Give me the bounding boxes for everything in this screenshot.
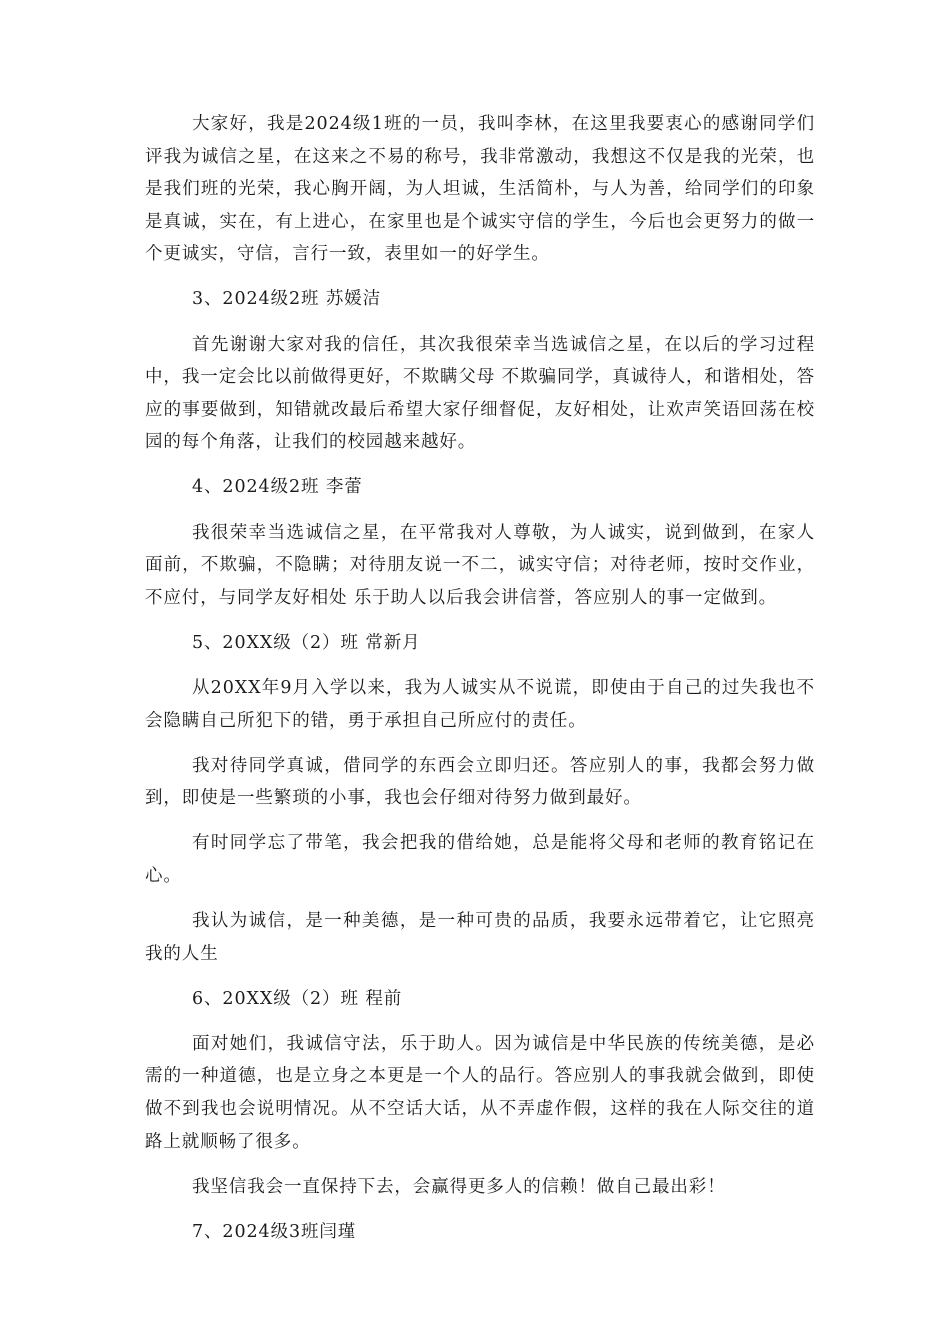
paragraph: 我坚信我会一直保持下去，会赢得更多人的信赖！做自己最出彩！ [192, 1176, 726, 1197]
paragraph: 我很荣幸当选诚信之星，在平常我对人尊敬，为人诚实，说到做到，在家人面前，不欺骗，不隐瞒；对待朋友说一不二，诚实守信；对待老师，按时交作业，不应付，与同学友好相处 乐于助人以后我会讲信誉，答应别人的事一定做到。 [145, 522, 815, 608]
section-heading: 3、2024级2班 苏媛洁 [192, 289, 382, 310]
section-heading: 4、2024级2班 李蕾 [192, 477, 363, 498]
paragraph: 大家好，我是2024级1班的一员，我叫李林，在这里我要衷心的感谢同学们评我为诚信之星，在这来之不易的称号，我非常激动，我想这不仅是我的光荣，也是我们班的光荣，我心胸开阔，为人坦诚，生活简朴，与人为善，给同学们的印象是真诚，实在，有上进心，在家里也是个诚实守信的学生，今后也会更努力的做一个更诚实，守信，言行一致，表里如一的好学生。 [145, 114, 815, 265]
paragraph: 我认为诚信，是一种美德，是一种可贵的品质，我要永远带着它，让它照亮我的人生 [145, 910, 815, 964]
paragraph: 首先谢谢大家对我的信任，其次我很荣幸当选诚信之星，在以后的学习过程中，我一定会比以前做得更好，不欺瞒父母 不欺骗同学，真诚待人，和谐相处，答应的事要做到，知错就改最后希望大家仔细督促，友好相处，让欢声笑语回荡在校园的每个角落，让我们的校园越来越好。 [145, 334, 815, 453]
document-body [145, 108, 815, 1261]
section-heading: 7、2024级3班闫瑾 [192, 1221, 357, 1242]
paragraph: 面对她们，我诚信守法，乐于助人。因为诚信是中华民族的传统美德，是必需的一种道德，也是立身之本更是一个人的品行。答应别人的事我就会做到，即使做不到我也会说明情况。从不空话大话，从不弄虚作假，这样的我在人际交往的道路上就顺畅了很多。 [145, 1033, 815, 1152]
paragraph: 从20XX年9月入学以来，我为人诚实从不说谎，即使由于自己的过失我也不会隐瞒自己所犯下的错，勇于承担自己所应付的责任。 [145, 677, 815, 731]
section-heading: 5、20XX级（2）班 常新月 [192, 632, 421, 653]
paragraph: 我对待同学真诚，借同学的东西会立即归还。答应别人的事，我都会努力做到，即使是一些繁琐的小事，我也会仔细对待努力做到最好。 [145, 755, 815, 809]
paragraph: 有时同学忘了带笔，我会把我的借给她，总是能将父母和老师的教育铭记在心。 [145, 833, 815, 886]
section-heading: 6、20XX级（2）班 程前 [192, 988, 403, 1009]
